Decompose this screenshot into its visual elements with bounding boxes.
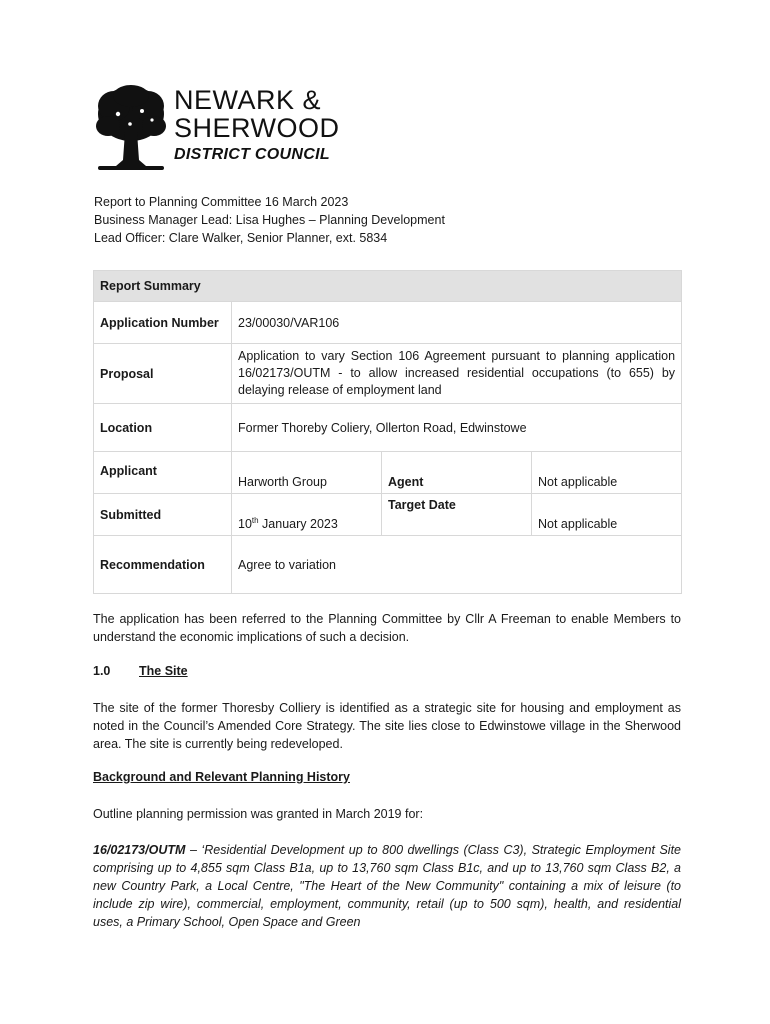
proposal-label: Proposal [94,344,232,404]
summary-row-app-number [94,302,682,344]
recommendation-value: Agree to variation [232,536,682,594]
summary-row-applicant [94,452,682,494]
section-heading-site [93,664,188,678]
submitted-month-year: January 2023 [258,517,338,531]
app-number-label: Application Number [94,302,232,344]
applicant-value: Harworth Group [232,452,382,494]
summary-row-recommendation [94,536,682,594]
target-date-value: Not applicable [532,494,682,536]
council-logo [94,80,354,172]
report-header [94,193,445,247]
submitted-day: 10 [238,517,252,531]
summary-row-location [94,404,682,452]
summary-header-row [94,271,682,302]
recommendation-label: Recommendation [94,536,232,594]
section-title: The Site [139,664,188,678]
summary-row-proposal [94,344,682,404]
report-date-line: Report to Planning Committee 16 March 2023 [94,195,349,209]
logo-line-2: SHERWOOD [174,113,340,143]
logo-line-3: DISTRICT COUNCIL [174,146,330,163]
agent-value: Not applicable [532,452,682,494]
summary-row-submitted [94,494,682,536]
summary-title: Report Summary [94,271,682,302]
agent-label: Agent [382,452,532,494]
applicant-label: Applicant [94,452,232,494]
outline-paragraph: Outline planning permission was granted in March 2019 for: [93,807,424,821]
logo-line-1: NEWARK & [174,85,322,115]
application-description-text: – ‘Residential Development up to 800 dwellings (Class C3), Strategic Employment Site comprising up to 4,855 sqm Class B1a, up to 13,760 sqm Class B1c, and up to 13,760 sqm Class B2, a new Country Park, a Local Centre, "The Heart of the New Community" containing a mix of leisure (to include zip wire), commercial, employment, community, retail (up to 500 sqm), health, and residential uses, a Primary School, Open Space and Green [93,843,681,929]
site-paragraph: The site of the former Thoresby Colliery is identified as a strategic site for housing and employment as noted in the Council’s Amended Core Strategy. The site lies close to Edwinstowe village in the Sherwood area. The site is currently being redeveloped. [93,701,681,751]
business-manager-line: Business Manager Lead: Lisa Hughes – Planning Development [94,213,445,227]
proposal-value: Application to vary Section 106 Agreement pursuant to planning application 16/02173/OUTM - to allow increased residential occupations (to 655) by delaying release of employment land [232,344,682,404]
submitted-label: Submitted [94,494,232,536]
application-description [93,841,681,931]
report-summary-table [93,270,682,594]
app-number-value: 23/00030/VAR106 [232,302,682,344]
application-reference: 16/02173/OUTM [93,843,186,857]
section-number: 1.0 [93,664,111,678]
location-label: Location [94,404,232,452]
submitted-value [232,494,382,536]
intro-paragraph: The application has been referred to the Planning Committee by Cllr A Freeman to enable Members to understand the economic implications of such a decision. [93,612,681,644]
submitted-ordinal: th [251,515,259,525]
location-value: Former Thoreby Coliery, Ollerton Road, Edwinstowe [232,404,682,452]
target-date-label: Target Date [382,494,532,536]
lead-officer-line: Lead Officer: Clare Walker, Senior Planner, ext. 5834 [94,231,388,245]
background-heading: Background and Relevant Planning History [93,770,350,784]
oak-tree-icon [94,84,168,172]
